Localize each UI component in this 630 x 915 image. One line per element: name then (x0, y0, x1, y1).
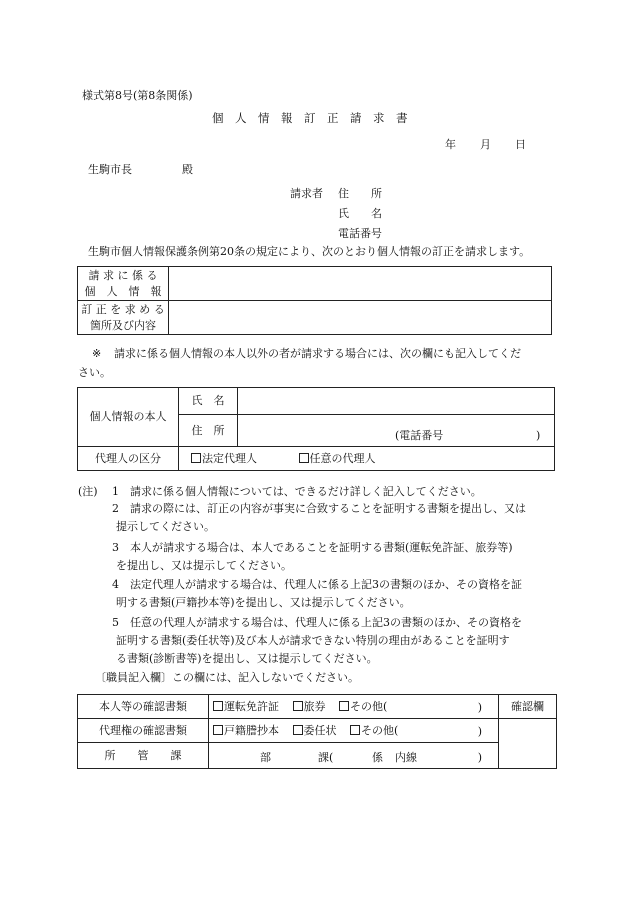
honorific: 殿 (182, 163, 193, 176)
correction-content-field[interactable] (169, 301, 552, 335)
other-agency-option[interactable]: その他( (350, 724, 398, 737)
row2-close-paren: ) (477, 725, 482, 738)
addressee: 生駒市長 (88, 163, 132, 176)
family-register-checkbox[interactable] (213, 725, 223, 735)
staff-note: 〔職員記入欄〕この欄には、記入しないでください。 (95, 671, 359, 684)
notes-heading: (注) (78, 485, 98, 498)
proxy-note-mark: ※ (92, 347, 102, 360)
proxy-note-line1: 請求に係る個人情報の本人以外の者が請求する場合には、次の欄にも記入してくだ (114, 347, 521, 360)
agent-category-label: 代理人の区分 (78, 447, 179, 471)
requester-address-label: 住 所 (338, 187, 382, 200)
agent-category-options (179, 447, 555, 471)
agency-docs-options (209, 719, 499, 743)
date-day: 日 (515, 138, 526, 151)
requester-name-label: 氏 名 (338, 207, 382, 220)
legal-agent-option[interactable]: 法定代理人 (191, 452, 257, 465)
note-5-line: る書類(診断書等)を提出し、又は提示してください。 (116, 652, 378, 665)
agency-docs-label: 代理権の確認書類 (78, 719, 209, 743)
principal-docs-label: 本人等の確認書類 (78, 695, 209, 719)
note-1-num: 1 (112, 485, 119, 498)
confirm-field[interactable] (499, 719, 557, 769)
voluntary-agent-option[interactable]: 任意の代理人 (299, 452, 376, 465)
principal-docs-options (209, 695, 499, 719)
other-doc-checkbox[interactable] (339, 701, 349, 711)
legal-agent-checkbox[interactable] (191, 453, 201, 463)
date-year: 年 (445, 138, 456, 151)
intro-text: 生駒市個人情報保護条例第20条の規定により、次のとおり個人情報の訂正を請求します。 (88, 245, 531, 258)
requester-label: 請求者 (290, 187, 323, 200)
form-number: 様式第8号(第8条関係) (82, 89, 193, 102)
request-table (77, 266, 552, 335)
proxy-note-line2: さい。 (78, 366, 111, 379)
note-5-line: 証明する書類(委任状等)及び本人が請求できない特別の理由があることを証明す (116, 634, 510, 647)
principal-label: 個人情報の本人 (78, 388, 179, 447)
requester-phone-label: 電話番号 (338, 227, 382, 240)
note-5-line: 任意の代理人が請求する場合は、代理人に係る上記3の書類のほか、その資格を (130, 616, 522, 629)
passport-checkbox[interactable] (293, 701, 303, 711)
department-label: 所 管 課 (78, 743, 209, 769)
principal-name-label: 氏 名 (179, 388, 238, 415)
dept-unit: 部 (260, 751, 271, 764)
request-info-label: 請 求 に 係 る 個 人 情 報 (78, 267, 169, 301)
note-4-num: 4 (112, 578, 119, 591)
note-4-line: 法定代理人が請求する場合は、代理人に係る上記3の書類のほか、その資格を証 (130, 578, 522, 591)
note-4-line: 明する書類(戸籍抄本等)を提出し、又は提示してください。 (116, 596, 411, 609)
note-3-line: 本人が請求する場合は、本人であることを証明する書類(運転免許証、旅券等) (130, 541, 513, 554)
note-3-line: を提出し、又は提示してください。 (116, 559, 292, 572)
license-checkbox[interactable] (213, 701, 223, 711)
confirm-label: 確認欄 (499, 695, 557, 719)
proxy-letter-option[interactable]: 委任状 (293, 724, 337, 737)
passport-option[interactable]: 旅券 (293, 700, 326, 713)
proxy-table (77, 387, 555, 471)
note-5-num: 5 (112, 616, 119, 629)
license-option[interactable]: 運転免許証 (213, 700, 279, 713)
row1-close-paren: ) (477, 701, 482, 714)
family-register-option[interactable]: 戸籍謄抄本 (213, 724, 279, 737)
note-1-line: 請求に係る個人情報については、できるだけ詳しく記入してください。 (130, 485, 482, 498)
note-2-num: 2 (112, 502, 119, 515)
department-field[interactable] (209, 743, 499, 769)
kakari-unit: 係 (372, 751, 383, 764)
voluntary-agent-checkbox[interactable] (299, 453, 309, 463)
page-title: 個 人 情 報 訂 正 請 求 書 (212, 111, 408, 125)
other-doc-option[interactable]: その他( (339, 700, 387, 713)
phone-close: ) (536, 429, 541, 443)
principal-address-field[interactable] (238, 415, 555, 447)
note-2-line: 請求の際には、訂正の内容が事実に合致することを証明する書類を提出し、又は (130, 502, 526, 515)
phone-label: (電話番号 (395, 429, 444, 443)
principal-name-field[interactable] (238, 388, 555, 415)
other-agency-checkbox[interactable] (350, 725, 360, 735)
extension-unit: 内線 (395, 751, 417, 764)
correction-content-label: 訂 正 を 求 め る 箇所及び内容 (78, 301, 169, 335)
row3-close-paren: ) (477, 751, 482, 764)
date-month: 月 (480, 138, 491, 151)
request-info-field[interactable] (169, 267, 552, 301)
principal-address-label: 住 所 (179, 415, 238, 447)
note-3-num: 3 (112, 541, 119, 554)
staff-table (77, 694, 557, 769)
section-unit: 課( (318, 751, 334, 764)
note-2-line: 提示してください。 (116, 520, 215, 533)
proxy-letter-checkbox[interactable] (293, 725, 303, 735)
